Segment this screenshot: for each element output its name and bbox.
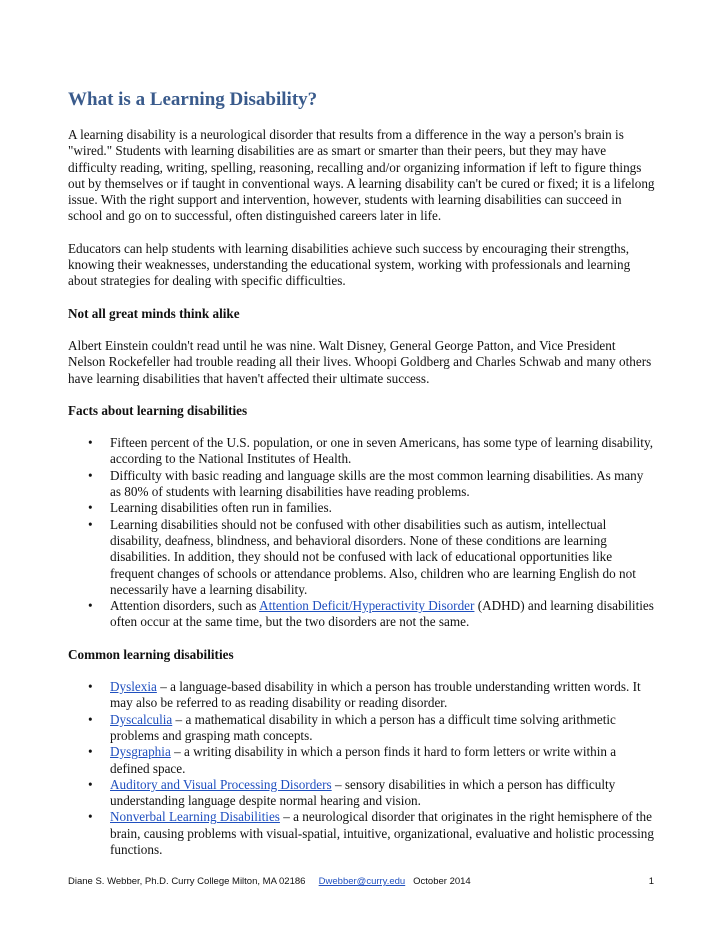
bullet-icon: • [88,500,93,516]
bullet-icon: • [88,598,93,614]
document-body [68,88,656,858]
list-item-text: Fifteen percent of the U.S. population, or one in seven Americans, has some type of learning disability, according to the National Institutes of Health. [110,435,653,467]
list-item-text: – a writing disability in which a person finds it hard to form letters or write within a defined space. [110,744,617,776]
list-item-text: Difficulty with basic reading and language skills are the most common learning disabilities. As many as 80% of students with learning disabilities have reading problems. [110,467,644,500]
list-item [68,468,656,501]
list-item [68,712,656,745]
bullet-icon: • [88,679,93,695]
list-item-text-after: (ADHD) and learning disabilities often occur at the same time, but the two disorders are not the same. [110,598,654,630]
page-number: 1 [648,876,654,887]
common-disabilities-list [68,679,656,858]
dyslexia-link[interactable]: Dyslexia [110,679,157,695]
intro-paragraph-2: Educators can help students with learning disabilities achieve such success by encouraging their strengths, knowing their weaknesses, understanding the educational system, working with professionals and learning about strategies for dealing with specific difficulties. [68,240,631,289]
facts-list [68,435,656,631]
list-item [68,435,656,468]
page-footer [68,876,654,888]
list-item [68,679,656,712]
footer-email-link[interactable]: Dwebber@curry.edu [318,876,406,887]
bullet-icon: • [88,467,93,483]
bullet-icon: • [88,744,93,760]
intro-paragraph-1: A learning disability is a neurological disorder that results from a difference in the way a person's brain is "wired." Students with learning disabilities are as smart or smarter than their peers, but they may have difficulty reading, writing, spelling, reasoning, recalling and/or organizing information if left to figure things out by themselves or if taught in conventional ways. A learning disability can't be cured or fixed; it is a lifelong issue. With the right support and intervention, however, students with learning disabilities can succeed in school and go on to successful, often distinguished careers later in life. [68,127,655,224]
list-item-text: – sensory disabilities in which a person has difficulty understanding language despite normal hearing and vision. [110,776,616,809]
section-heading-common: Common learning disabilities [68,646,234,662]
page-title: What is a Learning Disability? [68,89,318,110]
bullet-icon: • [88,809,93,825]
list-item-text: Learning disabilities should not be confused with other disabilities such as autism, intellectual disability, deafness, blindness, and behavioral disorders. None of these conditions are learning disabilities. In addition, they should not be confused with lack of educational opportunities like frequent changes of schools or attendance problems. Also, children who are learning English do not necessarily have a learning disability. [110,516,636,597]
bullet-icon: • [88,435,93,451]
list-item-text-before: Attention disorders, such as [110,598,260,614]
footer-author: Diane S. Webber, Ph.D. Curry College Milton, MA 02186 [68,876,306,887]
great-minds-paragraph: Albert Einstein couldn't read until he was nine. Walt Disney, General George Patton, and Vice President Nelson Rockefeller had trouble reading all their lives. Whoopi Goldberg and Charles Schwab and many others have learning disabilities that haven't affected their ultimate success. [68,337,652,386]
bullet-icon: • [88,776,93,792]
adhd-link[interactable]: Attention Deficit/Hyperactivity Disorder [259,598,475,614]
list-item [68,598,656,631]
list-item [68,744,656,777]
list-item-text: – a mathematical disability in which a person has a difficult time solving arithmetic problems and grasping math concepts. [110,711,616,743]
list-item-text: – a neurological disorder that originates in the right hemisphere of the brain, causing problems with visual-spatial, intuitive, organizational, evaluative and holistic processing functions. [110,809,654,857]
footer-date: October 2014 [413,876,471,887]
section-heading-facts: Facts about learning disabilities [68,402,248,418]
bullet-icon: • [88,711,93,727]
list-item [68,500,656,516]
list-item-text: – a language-based disability in which a person has trouble understanding written words. It may also be referred to as reading disability or reading disorder. [110,679,641,711]
section-heading-great-minds: Not all great minds think alike [68,305,240,321]
list-item [68,777,656,810]
list-item [68,517,656,598]
list-item [68,809,656,858]
dysgraphia-link[interactable]: Dysgraphia [110,744,171,760]
nonverbal-ld-link[interactable]: Nonverbal Learning Disabilities [110,809,280,825]
list-item-text: Learning disabilities often run in families. [110,500,332,516]
bullet-icon: • [88,516,93,532]
processing-disorders-link[interactable]: Auditory and Visual Processing Disorders [110,776,332,792]
dyscalculia-link[interactable]: Dyscalculia [110,711,173,727]
